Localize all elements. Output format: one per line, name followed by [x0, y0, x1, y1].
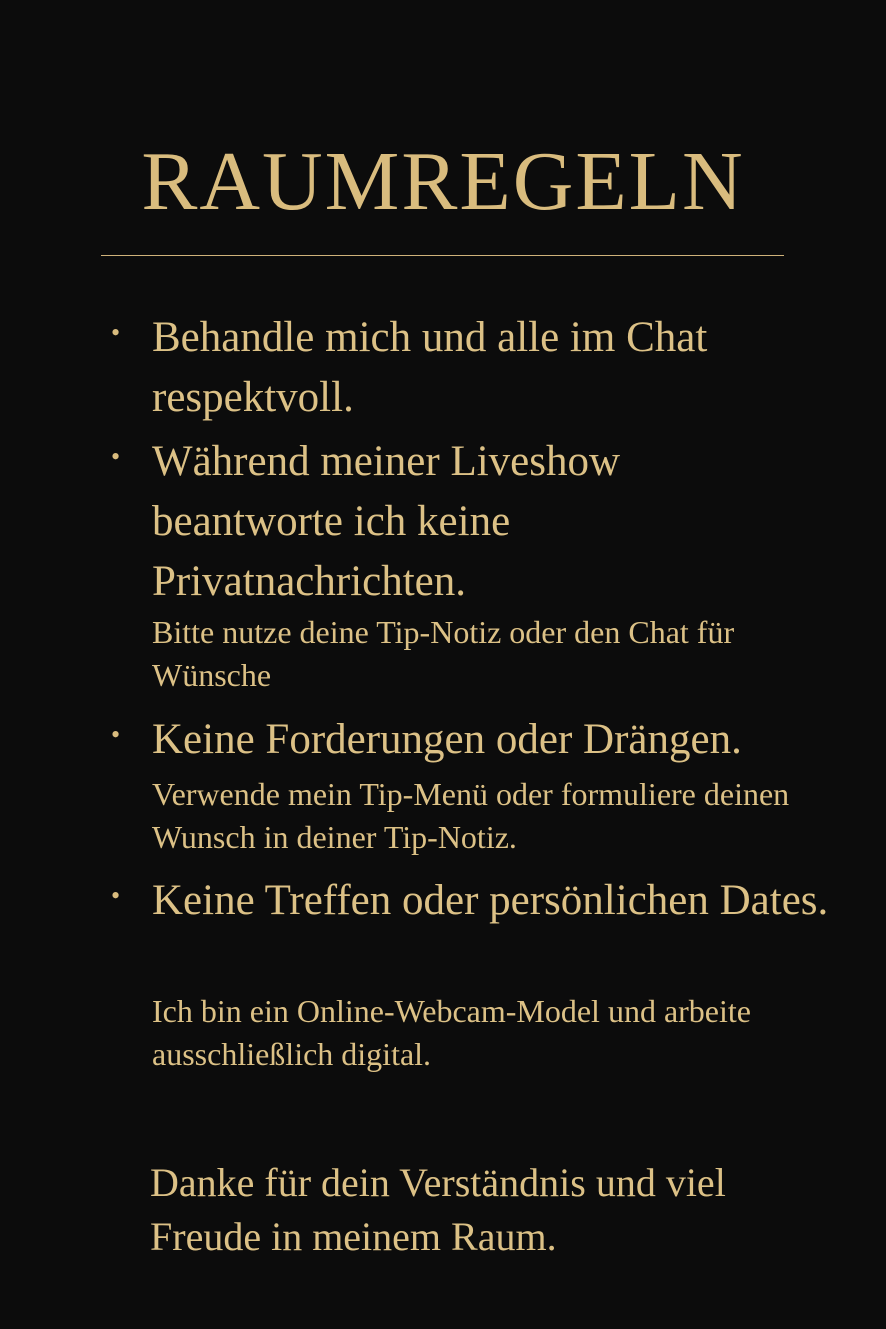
rule-text: Behandle mich und alle im Chat respektvoll. — [152, 314, 708, 421]
title-divider — [101, 255, 784, 256]
rule-note: Verwende mein Tip-Menü oder formuliere deinen Wunsch in deiner Tip-Notiz. — [152, 776, 790, 855]
rule-note: Bitte nutze deine Tip-Notiz oder den Chat für Wünsche — [152, 614, 735, 693]
closing-message: Danke für dein Verständnis und viel Freude in meinem Raum. — [150, 1160, 726, 1259]
bullet-icon: • — [111, 318, 121, 347]
bullet-icon: • — [111, 720, 121, 749]
rule-text: Keine Forderungen oder Drängen. — [152, 716, 742, 763]
bullet-icon: • — [111, 442, 121, 471]
rule-text: Während meiner Liveshow beantworte ich keine Privatnachrichten. — [152, 438, 621, 605]
rule-text: Keine Treffen oder persönlichen Dates. — [152, 877, 829, 924]
rule-note: Ich bin ein Online-Webcam-Model und arbeite ausschließlich digital. — [152, 993, 751, 1072]
page-title: RAUMREGELN — [141, 135, 745, 228]
bullet-icon: • — [111, 881, 121, 910]
